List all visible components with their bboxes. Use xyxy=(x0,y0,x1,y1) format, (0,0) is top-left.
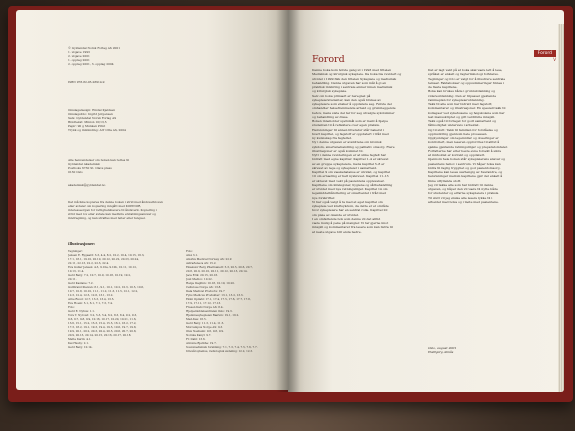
text-line: av en gruppe sykepleiere, mens kapittel 5–8 er xyxy=(312,161,385,166)
text-line: oppmuntring gjennom hele prosessen. xyxy=(428,131,488,136)
text-line: finne utfyllende stoff. xyxy=(428,178,461,183)
text-line: tålmodighet underveis i arbeidet. xyxy=(428,123,480,128)
illustration-credit: Gerd E. Nyhus: 1.1. xyxy=(68,309,95,313)
running-head: Forord xyxy=(534,50,556,57)
illustration-credit: Cellulose Norge AS: 13.8. xyxy=(186,285,222,289)
text-line: er utvidet med nye retningslinjer. Kapittel 14 om xyxy=(312,187,388,191)
text-line: bidra til faglig trygghet og god pasientomsorg. xyxy=(428,165,501,170)
text-line: Denne boka kom første gang ut i 1993 med tittelen xyxy=(312,68,392,72)
illustration-credit: 17.3, 18.2, 19.1, 19.3, 19.4, 19.5, 19.6, 19.7, 19.8, xyxy=(68,325,137,329)
illustration-credit: Tegninger: xyxy=(68,249,83,253)
text-column-2 xyxy=(428,68,536,204)
copyright-line: 1. opplag 2001 xyxy=(68,58,90,63)
text-line: omhandler helsefremmende arbeid og grunnleggende xyxy=(312,106,396,111)
text-line: Kapittel 9 om væskebalanse er utvidet, og kapittel xyxy=(312,170,391,174)
illustration-credit: 20.11. xyxy=(68,277,77,281)
text-line: være mulig å peke på mangler. Vi tar gjerne imot xyxy=(312,221,389,225)
illustration-credit: 9.6, 9.7, 9.8, 9.9, 10.16, 10.17, 10.20, 10.21, 11.6, xyxy=(68,317,137,321)
illustration-credit: 20.9, 20.13, 20.14, 20.15, 20.16, 20.17, 20.18. xyxy=(68,333,132,337)
text-line: Tegninger og foto er valgt for å illustrere sentrale xyxy=(428,76,506,81)
text-line: Boka kan brukes både i grunnutdanning og xyxy=(428,89,496,94)
text-line: Kapitlene kan leses uavhengig av hverandre, og xyxy=(428,170,503,174)
text-line: illustrasjoner er også kommet til. xyxy=(312,148,364,153)
text-line: Gjennom hele boken står sykepleierens ansvar og xyxy=(428,157,505,162)
text-line: Selv om boka primært er beregnet på xyxy=(312,93,371,98)
illustration-credit: Ekmi Opdahl: 17.1, 17.4, 17.5, 17.6, 17.7, 17.8, xyxy=(186,297,251,301)
isbn: ISBN 978-82-05-28914-9 xyxy=(68,80,105,84)
illustration-credit: Med-Kas: 16.5. xyxy=(186,317,207,321)
copyright-line: © Gyldendal Norsk Forlag AS 2001 xyxy=(68,46,121,50)
address-line: Postboks 6730 St. Olavs plass xyxy=(68,166,112,171)
text-line: Til slutt vil jeg ønske alle lesere lykke til i xyxy=(428,195,493,200)
text-line: Ny i denne utgaven er avsnittene om kronisk xyxy=(312,140,382,145)
illustrations-list-1 xyxy=(68,249,180,349)
illustration-credit: 13.6, 15.1, 15.2, 15.3, 15.4, 15.5, 16.1, 16.2, 17.2, xyxy=(68,321,137,325)
text-line: at innholdet er korrekt og oppdatert. xyxy=(428,153,486,157)
illustration-credit: Jensen E. Rygaard: 3.3, 4.4, 8.2, 10.2, 10.4, 10.15, 16.3, xyxy=(68,253,145,257)
page-edge xyxy=(558,24,564,392)
illustration-credit: Ullevål sykehus, radiologisk avdeling: 12.2, 12.3. xyxy=(186,349,253,353)
copyright-line: 2. utgave 2001 xyxy=(68,54,90,59)
text-line: Opplysninger om legemidler og doseringer er xyxy=(428,136,499,140)
address-line: 0130 Oslo xyxy=(68,170,83,175)
text-line: Og til slutt: Takk til familien for forståelse og xyxy=(428,127,498,132)
text-line: legemiddelhåndtering er omarbeidet i tråd med xyxy=(312,191,387,196)
illustrations-list-2 xyxy=(186,249,286,353)
right-page xyxy=(288,10,564,392)
credit-line: Papir: 90 g Munken Print xyxy=(68,124,106,129)
text-line: språket er enkelt og fagterminologi forklares. xyxy=(428,72,499,77)
credit-line: Brødtekst: Minion 10/13,5 xyxy=(68,120,107,125)
text-line: Forfatterne har etter beste evne forsøkt å sikre xyxy=(428,148,502,153)
illustration-credit: Gerd Berg: 10.14. xyxy=(68,345,93,349)
text-line: Jeg vil takke alle som har bidratt til denne xyxy=(428,182,494,187)
illustration-credit: Arne Ruud: 12.7, 13.3, 13.4, 13.5. xyxy=(68,297,115,301)
text-line: Takk også til forlaget for godt samarbeid og xyxy=(428,119,496,123)
text-line: behandling. Denne utgaven har som mål å gi en xyxy=(312,80,387,85)
illustration-credit: Fr. Dahl: 13.6. xyxy=(186,337,206,341)
copyright-block xyxy=(68,46,188,66)
text-line: Takk til alle som har bidratt med fagstoff, xyxy=(428,102,493,106)
illustration-credit: Kai Husby: 2.1. xyxy=(68,341,89,345)
credit-line: Omslagsfoto: Ingrid Jørgensen xyxy=(68,112,113,117)
chapter-title: Forord xyxy=(312,54,345,65)
credit-line: Sats: Gyldendal Norsk Forlag AS xyxy=(68,116,117,121)
copyright-line: 2. opplag 2001, 3. opplag 2004 xyxy=(68,62,114,67)
text-line: kontrollert, men leseren oppfordres til alltid å xyxy=(428,140,500,145)
text-line: og behandling av disse. xyxy=(312,114,349,119)
text-line: sjekke gjeldende retningslinjer og preparatomtaler. xyxy=(428,144,508,149)
text-line: praktisk innføring i sentrale emner innen medisinsk xyxy=(312,85,393,89)
text-line: innspill og kommentarer fra lesere som kan bidra til xyxy=(312,225,393,230)
text-line: studenten til å reflektere over egen praksis. xyxy=(312,123,380,128)
illustration-credit: 10.13, 11.4. xyxy=(68,269,85,273)
text-line: videreutdanning. Den er tilpasset gjeldende xyxy=(428,93,497,98)
illustration-credit: 10.7, 10.8, 10.10, 11.1, 11.2, 11.3, 11.5, 12.1, 12.2, xyxy=(68,289,139,293)
illustration-credit: AGA 3.1. xyxy=(186,253,199,257)
illustration-credit: 22.11, 22.13, 22.2, 22.3, 22.4. xyxy=(68,261,110,265)
text-line: ny kunnskap fra fagfeltet. xyxy=(312,136,352,140)
illustration-credit: Gullbrand Kleiven: 8.1, 9.1, 10.1, 10.2, 10.3, 10.5, 10.6, xyxy=(68,285,144,289)
legal-line: strid med lov eller avtale kan medføre erstatningsansvar og xyxy=(68,212,156,217)
illustration-credit: Foto: xyxy=(68,305,75,309)
text-line: om pleie av døende er utvidet. xyxy=(312,212,360,217)
illustration-credit: AGASA Medical Norway AS: 22.9 xyxy=(186,257,232,261)
illustrations-heading: Illustrasjoner: xyxy=(68,242,96,246)
illustration-credit: 12.3, 12.4, 12.5, 12.6, 13.1, 13.2. xyxy=(68,293,114,297)
text-line: at neste utgave blir enda bedre. xyxy=(312,229,362,234)
production-credits xyxy=(68,108,203,133)
text-line: Kapitlene om infeksjoner, hygiene og sårbehandling xyxy=(312,182,393,187)
illustration-credit: Eve Hoem: 5.1, 6.1, 7.1, 7.3, 7.4. xyxy=(68,301,113,305)
text-line: Boken inneholder spørsmål som er ment å hjelpe xyxy=(312,119,388,123)
illustration-credit: AstraZeneca AS: 15.2. xyxy=(186,261,217,265)
illustration-credit: Ekselsior Berg Pharmanett: 5.3, 20.5, 20.6, 20.7, xyxy=(186,265,253,269)
illustration-credit: Morcampus Norge AS: 9.3. xyxy=(186,325,224,329)
address-line: Gyldendal Akademisk xyxy=(68,162,100,167)
text-line: kommentarer og illustrasjoner. En spesiell takk til xyxy=(428,106,506,111)
text-line: skrevet av lege og sykepleier i samarbeid. xyxy=(312,165,378,170)
legal-line: inndragning, og kan straffes med bøter eller fengsel. xyxy=(68,216,146,221)
legal-line: eller avtaler om kopiering inngått med KOPINOR, xyxy=(68,204,142,209)
text-line: utgaven, og håper den vil være til nytte både xyxy=(428,187,498,191)
text-line: sykdom, smertebehandling og palliativ omsorg. Flere xyxy=(312,144,395,149)
signature-place: Oslo, august 2001 xyxy=(428,346,457,350)
address-title: Alle henvendelser om boken kan rettes til xyxy=(68,158,130,162)
illustration-credit: Gerd Kastane: 7.2. xyxy=(68,281,94,285)
text-line: og kirurgisk sykepleie. xyxy=(312,89,348,94)
illustration-credit: Tore T. Nyroud: 3.2, 5.3, 5.4, 6.2, 8.3, 8.4, 9.2, 9.3, xyxy=(68,313,138,317)
illustration-credit: Gerd Berg: 11.3, 11.4, 11.5. xyxy=(186,321,225,325)
illustration-credit: 17.9, 17.11, 17.12, 17.13. xyxy=(186,301,222,305)
text-line: bidratt med egne kapitler. Kapittel 1–4 er skrevet xyxy=(312,157,389,162)
illustration-credit: Sosiomedisinsk forskning: 7.1, 7.3, 7.4, 7.5, 7.6, 7.7. xyxy=(186,345,258,349)
text-line: 10 om ernæring er helt nyskrevet. Kapittel 11–13 xyxy=(312,174,389,179)
legal-notice xyxy=(68,200,203,220)
text-line: hvor sykepleiere har en sentral rolle. Kapittel 20 xyxy=(312,208,388,213)
illustration-credit: Eva Guller Jensen: 4.3, 9.10a, 9.10b, 10.11, 10.12, xyxy=(68,265,137,269)
text-line: Henvisninger til annen litteratur står bakerst i xyxy=(312,127,385,132)
illustration-credit: 17.1, 18.1, 19.10, 20.10, 20.12, 20.22, 20.23, 20.24, xyxy=(68,257,139,261)
credit-line: Trykk og innbinding: AiT Otta AS, 2004 xyxy=(68,128,126,133)
signature xyxy=(428,346,456,355)
legal-line: Det må ikke kopieres fra denne boken i strid med åndsverkloven xyxy=(68,200,163,204)
illustration-credit: Norska Kanyl: 9.7. xyxy=(186,333,212,337)
text-line: I en omfattende bok som denne vil det alltid xyxy=(312,216,381,221)
illustration-credit: Foto: xyxy=(186,249,193,253)
illustration-credit: Hjelpemiddelsentralen Oslo: 19.3. xyxy=(186,309,233,313)
illustration-credit: Helge Dagfinn: 10.18, 10.19, 10.20. xyxy=(186,281,235,285)
illustration-credit: Jaca Erik: 20.15, 20.16. xyxy=(186,273,219,277)
text-line: sykepleiere som ønsker å oppdatere seg. Første del xyxy=(312,102,392,106)
text-line: er skrevet med vekt på pasientens opplevelser. xyxy=(312,178,385,183)
text-line: behov, mens siste del tar for seg utvalgte sykdommer xyxy=(312,110,395,115)
text-column-1 xyxy=(312,68,420,234)
text-line: hvert kapittel, og fagstoff er oppdatert i tråd med xyxy=(312,131,389,136)
illustration-credit: Gerd Berg: 7.2, 10.7, 10.9, 10.18, 10.19, 19.2, xyxy=(68,273,131,277)
text-line: for studenter og erfarne sykepleiere i praksis. xyxy=(428,191,500,196)
text-line: rammeplan for sykepleierutdanning. xyxy=(428,97,485,102)
text-line: de fleste kapitlene. xyxy=(428,85,458,89)
illustration-credit: Fresen Kabi Norge AS: 8.4. xyxy=(186,305,224,309)
text-line: arbeidet med boka og i møte med pasientene. xyxy=(428,199,499,204)
text-line: utvidet i 1999 fikk den tittelen Sykepleie og medisinsk xyxy=(312,76,397,81)
illustration-credit: Dala Medical Products: 19.7 xyxy=(186,289,225,293)
illustration-credit: 19.9, 20.1, 20.2, 20.3, 20.4, 20.5, 20.6, 20.7, 20.8, xyxy=(68,329,137,333)
illustration-credit: Fyns Medicus Produkter: 13.1, 13.2, 13.3. xyxy=(186,293,244,297)
illustration-credit: Antonie Bjerkhe: 19.7. xyxy=(186,341,217,345)
text-line: Det er lagt vekt på at boka skal være lett å lese, xyxy=(428,68,503,72)
address-block xyxy=(68,158,188,174)
illustration-credit: 20.8, 20.9, 20.10, 20.11, 20.12, 20.13, 20.14. xyxy=(186,269,248,273)
text-line: kollegaer ved sykehusene og høgskolene som har xyxy=(428,110,505,115)
illustration-credit: Olav Nesheim: 9.6, 9.8, 9.9. xyxy=(186,329,224,333)
text-line: sykepleie ved kreftsykdom, da dette er et område xyxy=(312,204,389,208)
page-number: V xyxy=(553,57,556,62)
text-line: temaer. Faktabokser og oppsummeringer finnes i xyxy=(428,80,505,85)
signature-name: Hallbjørg Almås xyxy=(428,350,454,355)
left-page xyxy=(16,10,288,390)
illustration-credit: Juul Medico: 10.22. xyxy=(186,277,213,281)
email: akademisk@gyldendal.no xyxy=(68,183,106,187)
text-line: Nytt i denne revideringen er at ulike fagfelt har xyxy=(312,153,386,157)
text-line: Medisinsk og kirurgisk sykepleie. Da boka ble revidert og xyxy=(312,72,402,77)
text-line: lest manuskriptet og gitt verdifulle innspill. xyxy=(428,114,496,119)
text-line: Vi har også valgt å ta med et eget kapittel om xyxy=(312,199,383,204)
legal-line: interesseorgan for rettighetshavere til åndsverk. Kopiering i xyxy=(68,208,157,213)
text-line: henvisninger mellom kapitlene gjør det enkelt å xyxy=(428,174,503,179)
illustration-credit: Mette Karin: 4.1. xyxy=(68,337,92,341)
text-line: nye forskrifter. xyxy=(312,195,335,200)
credit-line: Omslagsdesign: Eindal Kjeldsen xyxy=(68,108,116,112)
text-line: pasientens behov i sentrum. Vi håper boka kan xyxy=(428,161,501,166)
copyright-line: 1. utgave 1993 xyxy=(68,50,90,55)
illustration-credit: Hjemmesykepleien Bærum: 19.1, 19.2. xyxy=(186,313,240,317)
text-line: sykepleierstudenter, kan den også brukes av xyxy=(312,97,381,102)
